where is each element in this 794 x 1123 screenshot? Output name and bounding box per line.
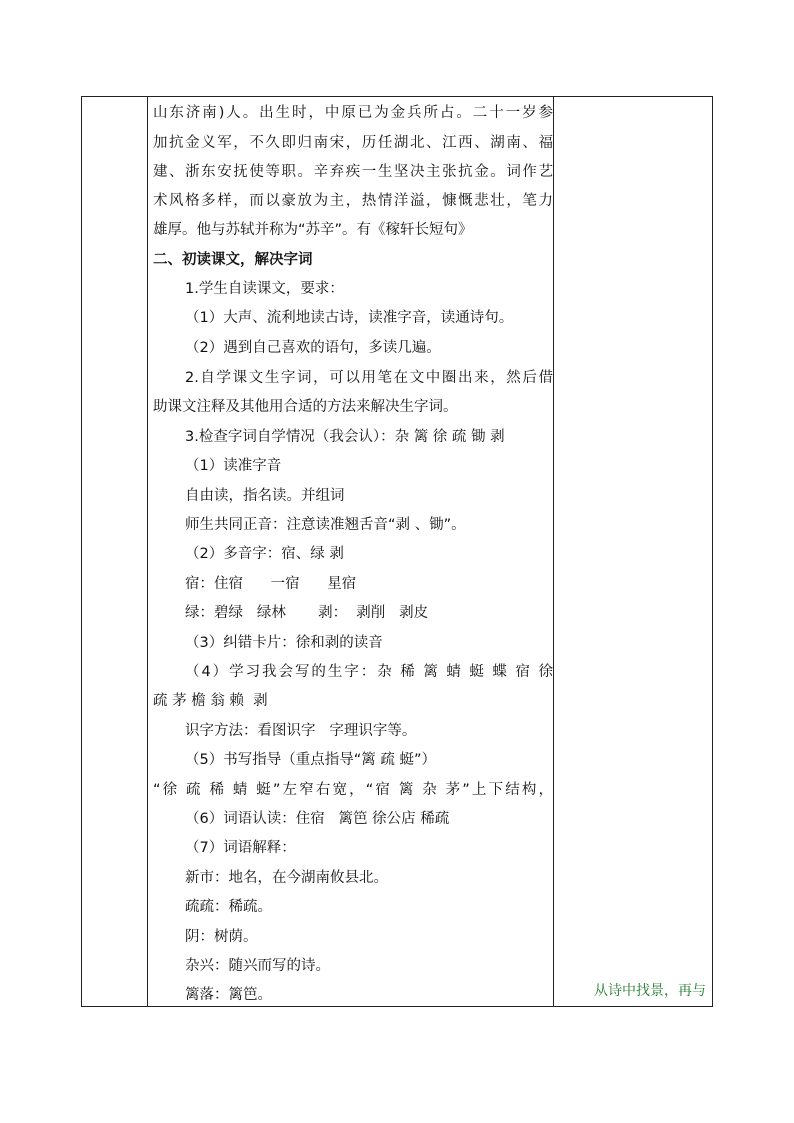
text-line: 宿：住宿 一宿 星宿 [185,576,357,592]
text-line: 山东济南)人。出生时，中原已为金兵所占。二十一岁参 [153,105,553,121]
text-line: 加抗金义军，不久即归南宋，历任湖北、江西、湖南、福 [153,135,553,151]
text-line: 新市：地名，在今湖南攸县北。 [185,870,388,886]
text-line: （6）词语认读：住宿 篱笆 徐公店 稀疏 [185,811,450,827]
text-line: 自由读，指名读。并组词 [185,488,345,504]
text-line: （2）遇到自己喜欢的语句，多读几遍。 [185,340,441,356]
text-line: 助课文注释及其他用合适的方法来解决生字词。 [153,399,458,415]
text-line: 疏 茅 檐 翁 赖 剥 [153,693,268,709]
text-line: 疏疏：稀疏。 [185,899,272,915]
text-line: 术风格多样，而以豪放为主，热情洋溢，慷慨悲壮，笔力 [153,193,553,209]
text-line: “徐 疏 稀 蜻 蜓”左窄右宽，“宿 篱 杂 茅”上下结构， [153,782,553,798]
text-line: （5）书写指导（重点指导“篱 疏 蜓”） [185,752,436,768]
text-line: 篱落：篱笆。 [185,987,272,1003]
side-note: 从诗中找景，再与 [594,983,706,999]
text-line: 绿：碧绿 绿林 剥： 剥削 剥皮 [185,605,429,621]
text-line: （1）大声、流利地读古诗，读准字音，读通诗句。 [185,310,514,326]
lesson-table [81,96,713,1007]
text-line: 阴：树荫。 [185,929,258,945]
text-line: 杂兴：随兴而写的诗。 [185,958,330,974]
text-line: 3.检查字词自学情况（我会认）：杂 篱 徐 疏 锄 剥 [185,429,505,445]
text-line: 1.学生自读课文，要求： [185,281,344,297]
text-line: 2.自学课文生字词，可以用笔在文中圈出来，然后借 [185,370,553,386]
text-line: （4）学习我会写的生字：杂 稀 篱 蜻 蜓 蝶 宿 徐 [185,664,553,680]
text-line: 建、浙东安抚使等职。辛弃疾一生坚决主张抗金。词作艺 [153,164,553,180]
text-line: （2）多音字：宿、绿 剥 [185,546,344,562]
text-line: （7）词语解释： [185,840,296,856]
column-divider-right [553,97,554,1006]
section-heading: 二、初读课文，解决字词 [153,252,313,268]
text-line: 识字方法：看图识字 字理识字等。 [185,723,417,739]
text-line: （3）纠错卡片：徐和剥的读音 [185,635,383,651]
text-line: 师生共同正音：注意读准翘舌音“剥 、锄”。 [185,517,466,533]
text-line: （1）读准字音 [185,458,282,474]
text-line: 雄厚。他与苏轼并称为“苏辛”。有《稼轩长短句》 [153,222,473,238]
column-divider-left [147,97,148,1006]
